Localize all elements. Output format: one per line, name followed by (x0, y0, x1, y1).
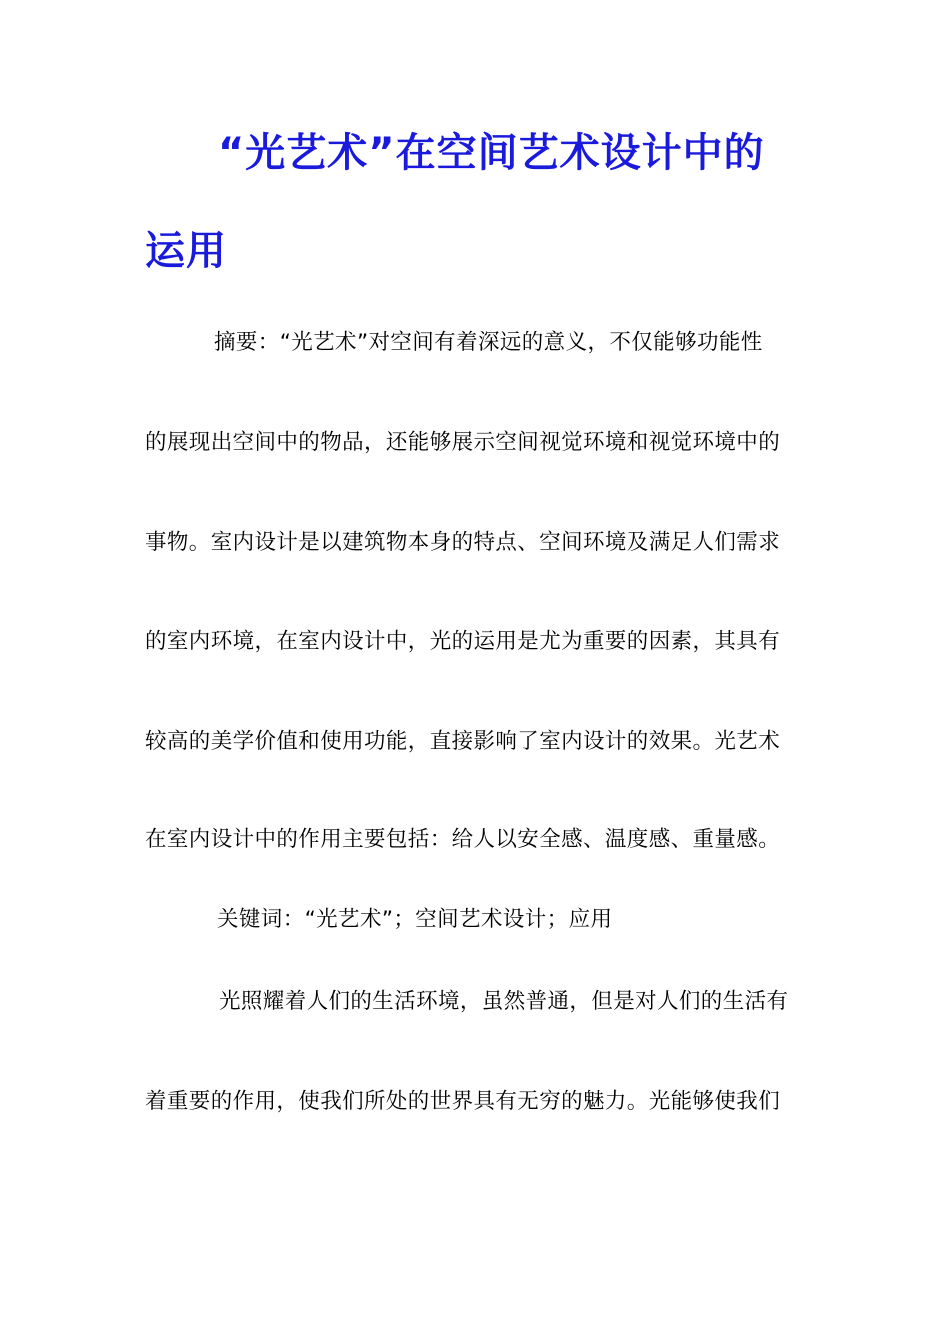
abstract-line-6: 在室内设计中的作用主要包括：给人以安全感、温度感、重量感。 (145, 827, 781, 852)
keywords-line: 关键词：“光艺术”；空间艺术设计；应用 (217, 907, 613, 932)
document-title-line-2: 运用 (145, 228, 227, 274)
abstract-line-4: 的室内环境，在室内设计中，光的运用是尤为重要的因素，其具有 (145, 629, 781, 654)
document-title-line-1: “光艺术”在空间艺术设计中的 (218, 130, 765, 176)
body-line-2: 着重要的作用，使我们所处的世界具有无穷的魅力。光能够使我们 (145, 1089, 781, 1114)
body-line-1: 光照耀着人们的生活环境，虽然普通，但是对人们的生活有 (219, 989, 789, 1014)
abstract-line-3: 事物。室内设计是以建筑物本身的特点、空间环境及满足人们需求 (145, 530, 781, 555)
abstract-line-1: 摘要：“光艺术”对空间有着深远的意义，不仅能够功能性 (214, 330, 763, 355)
abstract-line-2: 的展现出空间中的物品，还能够展示空间视觉环境和视觉环境中的 (145, 430, 781, 455)
abstract-line-5: 较高的美学价值和使用功能，直接影响了室内设计的效果。光艺术 (145, 729, 781, 754)
